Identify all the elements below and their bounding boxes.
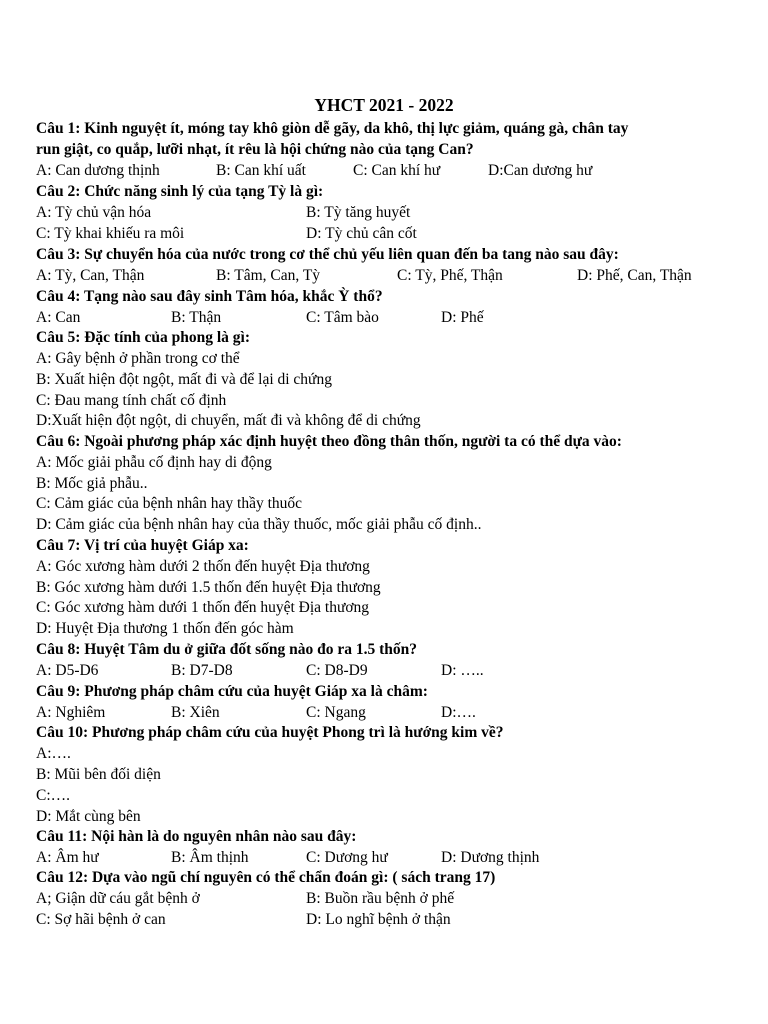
- question-5-option-d: D:Xuất hiện đột ngột, di chuyển, mất đi và không để di chứng: [36, 412, 421, 429]
- question-10-option-d: D: Mắt cùng bên: [36, 808, 141, 825]
- question-8-option-a: A: D5-D6: [36, 662, 99, 679]
- question-8-text: Câu 8: Huyệt Tâm du ở giữa đốt sống nào đo ra 1.5 thốn?: [36, 641, 418, 658]
- question-1-text-line-2: run giật, co quắp, lưỡi nhạt, ít rêu là hội chứng nào của tạng Can?: [36, 141, 474, 158]
- question-3-text: Câu 3: Sự chuyển hóa của nước trong cơ thể chủ yếu liên quan đến ba tang nào sau đây:: [36, 246, 619, 263]
- question-4-option-a: A: Can: [36, 309, 81, 326]
- question-2-options-row-2: [36, 223, 744, 244]
- question-12-text: Câu 12: Dựa vào ngũ chí nguyên có thể chẩn đoán gì: ( sách trang 17): [36, 869, 496, 886]
- question-3-option-b: B: Tâm, Can, Tỳ: [216, 267, 321, 284]
- question-6-option-a: A: Mốc giải phẫu cố định hay di động: [36, 454, 272, 471]
- question-7-option-c: C: Góc xương hàm dưới 1 thốn đến huyệt Địa thương: [36, 599, 370, 616]
- question-6-option-c: C: Cảm giác của bệnh nhân hay thầy thuốc: [36, 495, 303, 512]
- question-5-option-a: A: Gây bệnh ở phần trong cơ thể: [36, 350, 240, 367]
- question-9-option-c: C: Ngang: [306, 704, 366, 721]
- question-4-option-d: D: Phế: [441, 309, 484, 326]
- question-6-option-d: D: Cảm giác của bệnh nhân hay của thầy thuốc, mốc giải phẫu cố định..: [36, 516, 482, 533]
- question-11-option-d: D: Dương thịnh: [441, 849, 540, 866]
- question-3-option-a: A: Tỳ, Can, Thận: [36, 267, 145, 284]
- question-3-option-d: D: Phế, Can, Thận: [577, 267, 692, 284]
- question-4-options: [36, 307, 744, 328]
- question-9-option-b: B: Xiên: [171, 704, 220, 721]
- question-12-option-d: D: Lo nghĩ bệnh ở thận: [306, 911, 451, 928]
- question-1-text-line-1: Câu 1: Kinh nguyệt ít, móng tay khô giòn dễ gãy, da khô, thị lực giảm, quáng gà, chân tay: [36, 120, 629, 137]
- question-7-option-d: D: Huyệt Địa thương 1 thốn đến góc hàm: [36, 620, 294, 637]
- question-12-option-a: A; Giận dữ cáu gắt bệnh ở: [36, 890, 200, 907]
- question-12-options-row-1: [36, 888, 744, 909]
- question-10-text: Câu 10: Phương pháp châm cứu của huyệt Phong trì là hướng kim về?: [36, 724, 504, 741]
- question-8-option-b: B: D7-D8: [171, 662, 233, 679]
- question-9-option-a: A: Nghiêm: [36, 704, 106, 721]
- question-8-option-c: C: D8-D9: [306, 662, 368, 679]
- question-1-option-c: C: Can khí hư: [353, 162, 441, 179]
- question-6-option-b: B: Mốc giả phẫu..: [36, 475, 148, 492]
- question-9-option-d: D:….: [441, 704, 476, 721]
- question-7-text: Câu 7: Vị trí của huyệt Giáp xa:: [36, 537, 249, 554]
- question-8-options: [36, 660, 744, 681]
- question-2-option-c: C: Tỳ khai khiếu ra môi: [36, 225, 185, 242]
- question-2-options-row-1: [36, 202, 744, 223]
- question-7-option-b: B: Góc xương hàm dưới 1.5 thốn đến huyệt Địa thương: [36, 579, 381, 596]
- question-8-option-d: D: …..: [441, 662, 484, 679]
- question-2-option-a: A: Tỳ chủ vận hóa: [36, 204, 152, 221]
- question-2-option-d: D: Tỳ chủ cân cốt: [306, 225, 417, 242]
- question-12-option-b: B: Buồn rầu bệnh ở phế: [306, 890, 455, 907]
- question-11-text: Câu 11: Nội hàn là do nguyên nhân nào sau đây:: [36, 828, 357, 845]
- question-5-option-b: B: Xuất hiện đột ngột, mất đi và để lại di chứng: [36, 371, 332, 388]
- question-11-option-c: C: Dương hư: [306, 849, 388, 866]
- question-1-option-d: D:Can dương hư: [488, 162, 593, 179]
- question-7-option-a: A: Góc xương hàm dưới 2 thốn đến huyệt Địa thương: [36, 558, 370, 575]
- question-11-option-b: B: Âm thịnh: [171, 849, 249, 866]
- question-9-options: [36, 702, 744, 723]
- question-5-option-c: C: Đau mang tính chất cố định: [36, 392, 227, 409]
- question-3-option-c: C: Tỳ, Phế, Thận: [397, 267, 503, 284]
- question-4-option-c: C: Tâm bào: [306, 309, 379, 326]
- question-12-options-row-2: [36, 909, 744, 930]
- question-6-text: Câu 6: Ngoài phương pháp xác định huyệt theo đồng thân thốn, người ta có thể dựa vào:: [36, 433, 622, 450]
- question-1-option-a: A: Can dương thịnh: [36, 162, 160, 179]
- document-title: YHCT 2021 - 2022: [314, 95, 454, 115]
- question-5-text: Câu 5: Đặc tính của phong là gì:: [36, 329, 251, 346]
- question-12-option-c: C: Sợ hãi bệnh ở can: [36, 911, 166, 928]
- question-4-text: Câu 4: Tạng nào sau đây sinh Tâm hóa, khắc Ỳ thổ?: [36, 288, 383, 305]
- question-10-option-a: A:….: [36, 745, 71, 762]
- question-10-option-c: C:….: [36, 787, 71, 804]
- question-2-text: Câu 2: Chức năng sinh lý của tạng Tỳ là gì:: [36, 183, 324, 200]
- question-1-options: [36, 160, 744, 181]
- question-2-option-b: B: Tỳ tăng huyết: [306, 204, 411, 221]
- question-3-options: [36, 265, 744, 286]
- question-10-option-b: B: Mũi bên đối diện: [36, 766, 161, 783]
- question-9-text: Câu 9: Phương pháp châm cứu của huyệt Giáp xa là châm:: [36, 683, 428, 700]
- question-11-options: [36, 847, 744, 868]
- question-11-option-a: A: Âm hư: [36, 849, 99, 866]
- question-4-option-b: B: Thận: [171, 309, 222, 326]
- question-1-option-b: B: Can khí uất: [216, 162, 306, 179]
